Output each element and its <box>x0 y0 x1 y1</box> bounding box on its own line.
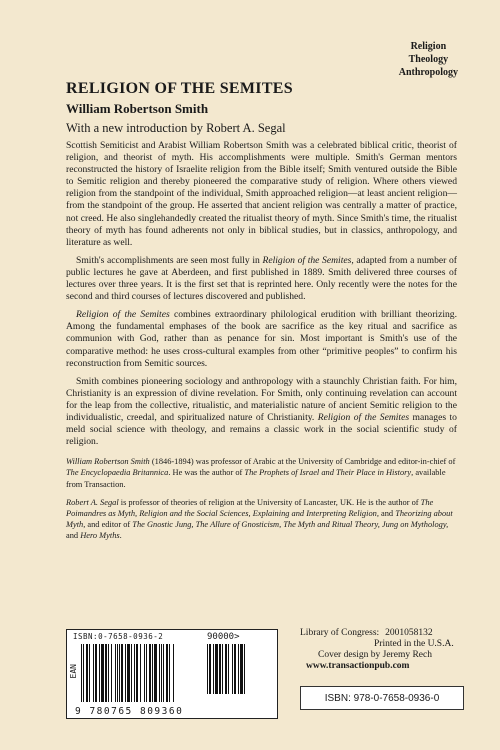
description-paragraph-1: Scottish Semiticist and Arabist William Robertson Smith was a celebrated biblical critic, theorist of religion, and theorist of myth. His accomplishments were multiple. Smith's German mentors reconstructed the history of Israelite religion from the Bible itself; Smith ventured outside the Bible to Semitic religion and thereby pioneered the comparative study of religion. Where others viewed religion from the standpoint of the individual, Smith approached religion—at least ancient religion—from the standpoint of the group. He asserted that ancient religion was centrally a matter of practice, not creed. He also singlehandedly created the ritualist theory of myth. Since Smith's time, the ritualist theory of myth has found adherents not only in biblical studies, but in classics, anthropology, and literature as well. <box>66 140 457 248</box>
barcode-bar <box>146 644 147 702</box>
barcode-bar <box>149 644 151 702</box>
barcode-bar <box>209 644 211 694</box>
printed-in: Printed in the U.S.A. <box>374 639 454 649</box>
bio-segal <box>66 497 457 542</box>
barcode-bars-main <box>81 644 201 704</box>
loc-number: 2001058132 <box>385 628 433 638</box>
cover-credit: Cover design by Jeremy Rech <box>318 650 432 660</box>
text-span: and <box>378 509 396 519</box>
text-span: . He was the author of <box>168 468 245 478</box>
book-title-italic: Religion of the Semites <box>317 411 410 423</box>
barcode-bar <box>169 644 170 702</box>
introduction-credit: With a new introduction by Robert A. Segal <box>66 121 286 135</box>
isbn-13-box: ISBN: 978-0-7658-0936-0 <box>300 686 464 710</box>
barcode-bar <box>101 644 104 702</box>
barcode-bar <box>173 644 174 702</box>
barcode-ean-label: EAN <box>69 664 78 679</box>
book-title-italic: Religion of the Semites <box>76 309 170 321</box>
description-paragraph-4 <box>66 376 457 449</box>
barcode-bar <box>166 644 168 702</box>
text-span: combines extraordinary philological erudition with brilliant theorizing. Among the fundamental emphases of the book are sacrifice as the key ritual and sacrifice as communion with God, rather than as penance for sin. Most important is Smith's use of the comparative method: he uses cross-cultural examples from other “primitive peoples” to confirm his reconstruction from Semitic sources. <box>66 309 457 369</box>
barcode-bar <box>161 644 162 702</box>
author-bios <box>66 456 457 541</box>
book-description <box>66 140 457 549</box>
italic-title: The Prophets of Israel and Their Place in History <box>244 468 412 478</box>
barcode-bar <box>232 644 233 694</box>
italic-title: Hero Myths <box>80 531 120 541</box>
text-span: (1846-1894) was professor of Arabic at the University of Cambridge and editor-in-chief of <box>149 457 456 467</box>
barcode <box>66 629 278 719</box>
barcode-bar <box>111 644 112 702</box>
text-span: . <box>119 531 122 541</box>
publication-info <box>300 628 454 672</box>
barcode-bar <box>219 644 221 694</box>
barcode-bar <box>86 644 88 702</box>
barcode-bar <box>89 644 90 702</box>
subject-anthropology: Anthropology <box>398 67 458 78</box>
barcode-bar <box>240 644 243 694</box>
description-paragraph-2 <box>66 255 457 303</box>
barcode-bar <box>121 644 123 702</box>
text-span: Smith's accomplishments are seen most fully in <box>76 254 263 266</box>
barcode-bar <box>134 644 135 702</box>
book-author: William Robertson Smith <box>66 101 209 116</box>
loc-label: Library of Congress: <box>300 628 380 638</box>
bio-name: Robert A. Segal <box>66 497 119 507</box>
barcode-bar <box>140 644 141 702</box>
barcode-bar <box>99 644 100 702</box>
barcode-bar <box>105 644 107 702</box>
barcode-bar <box>215 644 218 694</box>
book-title: RELIGION OF THE SEMITES <box>66 80 293 97</box>
barcode-bar <box>81 644 82 702</box>
barcode-bar <box>222 644 223 694</box>
barcode-bar <box>159 644 160 702</box>
barcode-bar <box>154 644 157 702</box>
barcode-bars-addon <box>207 644 269 696</box>
barcode-bar <box>244 644 245 694</box>
barcode-bar <box>234 644 236 694</box>
italic-title: The Poimandres as Myth, Religion and the Social Sciences, Explaining and Interpreting Religion, <box>66 497 434 519</box>
barcode-bar <box>117 644 118 702</box>
barcode-bar <box>238 644 239 694</box>
barcode-bar <box>127 644 130 702</box>
barcode-bar <box>108 644 109 702</box>
text-span: Smith combines pioneering sociology and anthropology with a staunchly Christian faith. For him, Christianity is an expression of divine revelation. For Smith, only continuing revelation can account for the leap from the collective, ritualistic, and materialistic nature of ancient Semitic religion to the individualistic, creedal, and spiritualized nature of Christianity. <box>66 375 457 423</box>
barcode-bar <box>119 644 120 702</box>
barcode-bar <box>131 644 132 702</box>
barcode-bar <box>213 644 214 694</box>
barcode-bar <box>207 644 208 694</box>
barcode-digits: 9 780765 809360 <box>75 706 184 717</box>
publisher-website: www.transactionpub.com <box>306 661 410 671</box>
barcode-bar <box>83 644 84 702</box>
subject-categories <box>399 40 458 79</box>
bio-smith <box>66 456 457 490</box>
text-span: manages to meld social science with theology, and remains a classic work in the social scientific study of religion. <box>66 411 457 448</box>
barcode-bar <box>125 644 126 702</box>
barcode-bar <box>228 644 229 694</box>
barcode-bar <box>225 644 227 694</box>
bio-name: William Robertson Smith <box>66 457 150 467</box>
barcode-bar <box>95 644 97 702</box>
italic-title: The Gnostic Jung, The Allure of Gnosticism, The Myth and Ritual Theory, Jung on Mythology, <box>132 520 449 530</box>
barcode-bar <box>115 644 116 702</box>
barcode-bar <box>152 644 153 702</box>
description-paragraph-3 <box>66 309 457 369</box>
text-span: and <box>66 531 81 541</box>
italic-title: The Encyclopaedia Britannica <box>66 468 169 478</box>
subject-theology: Theology <box>408 54 449 65</box>
text-span: is professor of theories of religion at the University of Lancaster, UK. He is the author of <box>118 497 421 507</box>
barcode-bar <box>163 644 164 702</box>
barcode-bar <box>144 644 145 702</box>
loc-row <box>300 628 454 639</box>
barcode-bar <box>136 644 138 702</box>
text-span: , and editor of <box>83 520 133 530</box>
text-span: , adapted from a number of public lectures he gave at Aberdeen, and first published in 1889. Smith delivered three courses of lectures over three years. It is the first set that is reprinted here. Only recently were the notes for the second and third courses of lectures discovered and published. <box>66 254 457 303</box>
text-span: , available from Transaction. <box>66 468 446 489</box>
book-title-italic: Religion of the Semites <box>262 254 352 266</box>
barcode-isbn: ISBN:0-7658-0936-2 <box>73 632 164 641</box>
barcode-price-code: 90000> <box>207 632 240 642</box>
subject-religion: Religion <box>410 41 447 52</box>
barcode-bar <box>93 644 94 702</box>
italic-title: Theorizing about Myth <box>66 509 453 530</box>
